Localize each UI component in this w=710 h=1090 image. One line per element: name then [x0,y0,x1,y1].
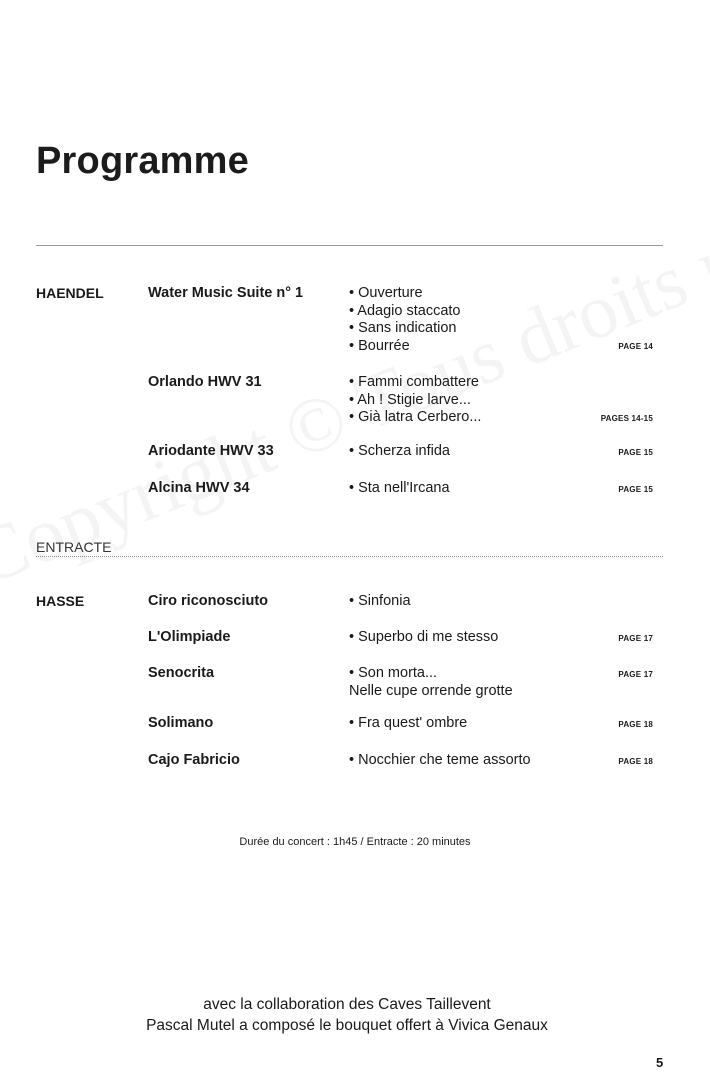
movement-item: • Sinfonia [349,593,411,609]
credit-line: Pascal Mutel a composé le bouquet offert à Vivica Genaux [146,1017,548,1034]
title-divider [36,245,663,246]
composer-haendel: HAENDEL [36,285,104,301]
credit-line: avec la collaboration des Caves Taillevent [203,996,491,1013]
page-reference: PAGE 15 [618,448,653,457]
entracte-divider [36,556,663,557]
concert-duration: Durée du concert : 1h45 / Entracte : 20 minutes [239,836,471,848]
page-title: Programme [36,140,249,182]
movement-item: • Fra quest' ombre [349,715,468,731]
work-movements [349,374,599,427]
work-movements [349,629,599,647]
movement-item: • Scherza infida [349,443,450,459]
work-movements [349,443,599,461]
work-title: Ariodante HWV 33 [148,443,274,459]
work-movements [349,715,599,733]
credits [0,994,694,1036]
work-title: Alcina HWV 34 [148,480,250,496]
page-reference: PAGE 18 [618,757,653,766]
movement-item: • Nocchier che teme assorto [349,752,531,768]
page-number: 5 [656,1055,664,1070]
page-reference: PAGE 18 [618,720,653,729]
page-reference: PAGE 17 [618,634,653,643]
movement-item: • Sans indication [349,320,457,336]
movement-item: • Fammi combattere [349,374,479,390]
copyright-watermark [0,132,710,604]
work-title: Water Music Suite n° 1 [148,285,304,301]
composer-hasse: HASSE [36,593,85,609]
movement-item: • Già latra Cerbero... [349,409,482,425]
movement-item: • Adagio staccato [349,302,461,319]
work-movements [349,593,599,611]
movement-item: • Son morta... [349,665,438,681]
movement-item: • Superbo di me stesso [349,629,499,645]
movement-item: Nelle cupe orrende grotte [349,682,513,699]
page-reference: PAGE 15 [618,485,653,494]
movement-item: • Ouverture [349,285,423,301]
entracte-label: ENTRACTE [36,539,112,555]
work-title: Ciro riconosciuto [148,593,269,609]
work-title: L'Olimpiade [148,629,231,645]
page-reference: PAGE 17 [618,670,653,679]
work-title: Solimano [148,715,214,731]
work-movements [349,285,599,355]
page-reference: PAGE 14 [618,342,653,351]
movement-item: • Bourrée [349,337,410,354]
work-movements [349,752,599,770]
work-title: Orlando HWV 31 [148,374,262,390]
work-movements [349,665,599,700]
page-reference: PAGES 14-15 [600,414,653,423]
work-title: Cajo Fabricio [148,752,240,768]
work-movements [349,480,599,498]
work-title: Senocrita [148,665,215,681]
movement-item: • Sta nell'Ircana [349,480,450,496]
movement-item: • Ah ! Stigie larve... [349,391,471,408]
